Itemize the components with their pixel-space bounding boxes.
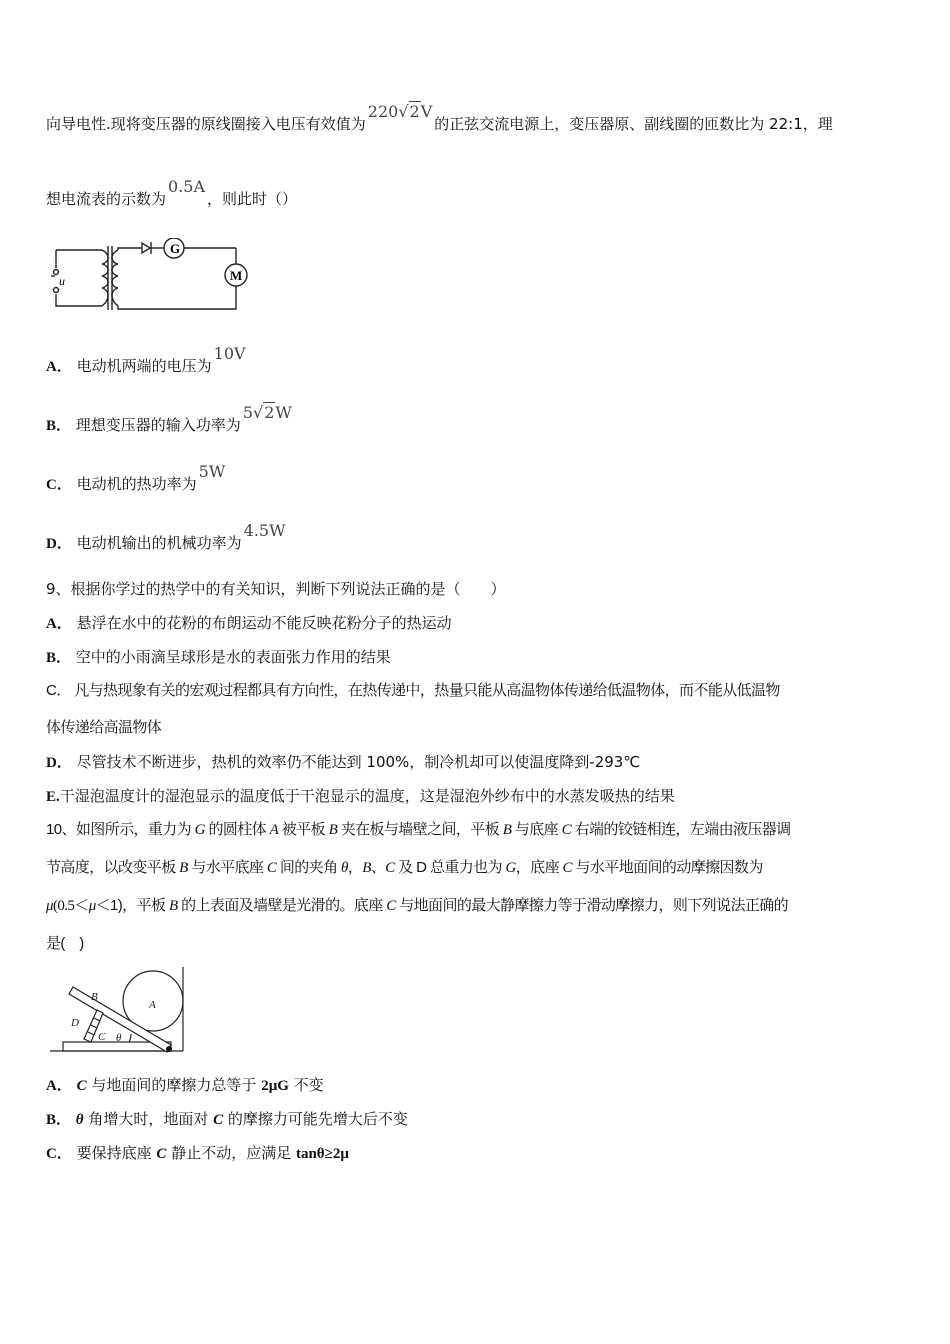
text: 的正弦交流电源上，变压器原、副线圈的匝数比为 22:1，理 [434,115,833,133]
text: ，则此时（） [207,190,298,208]
q9-option-c[interactable]: C． 凡与热现象有关的宏观过程都具有方向性，在热传递中，热量只能从高温物体传递给低温物体，而不能从低温物 [46,682,780,699]
galvanometer-label: G [170,241,181,256]
q9-stem: 9、根据你学过的热学中的有关知识，判断下列说法正确的是（ ） [46,580,506,598]
q8-option-b[interactable]: B． 理想变压器的输入功率为5√2W [46,403,292,434]
q8-option-c[interactable]: C． 电动机的热功率为5W [46,462,226,493]
q10-option-c[interactable]: C． 要保持底座 C 静止不动，应满足 tanθ≥2μ [46,1144,349,1162]
q8-option-d[interactable]: D． 电动机输出的机械功率为4.5W [46,521,286,552]
text: 向导电性.现将变压器的原线圈接入电压有效值为 [46,115,366,133]
q10-stem-line2: 节高度，以改变平板 B 与水平底座 C 间的夹角 θ，B、C 及 D 总重力也为 G，底座 C 与水平地面间的动摩擦因数为 [46,859,763,876]
source-label: u [59,274,65,288]
q8-stem-line1 [46,102,833,134]
voltage-math: 220√2V [367,102,433,121]
q10-stem-line3: μ(0.5＜μ＜1)，平板 B 的上表面及墙壁是光滑的。底座 C 与地面间的最大静摩擦力等于滑动摩擦力，则下列说法正确的 [46,897,789,914]
current-math: 0.5A [168,177,206,196]
q10-stem-line4: 是( ) [46,935,84,952]
label-d: D [71,1017,79,1029]
q8-option-a[interactable]: A． 电动机两端的电压为10V [46,344,246,375]
q9-option-c-cont: 体传递给高温物体 [46,719,162,736]
motor-label: M [230,268,243,283]
transformer-circuit-diagram [46,238,251,313]
label-a: A [149,999,156,1011]
q9-option-a[interactable]: A． 悬浮在水中的花粉的布朗运动不能反映花粉分子的热运动 [46,614,452,632]
q9-option-b[interactable]: B． 空中的小雨滴呈球形是水的表面张力作用的结果 [46,648,391,666]
q10-stem-line1: 10、如图所示，重力为 G 的圆柱体 A 被平板 B 夹在板与墙壁之间，平板 B 与底座 C 右端的铰链相连，左端由液压器调 [46,821,791,838]
q10-option-b[interactable]: B． θ 角增大时，地面对 C 的摩擦力可能先增大后不变 [46,1110,408,1128]
q9-option-e[interactable]: E.干湿泡温度计的湿泡显示的温度低于干泡显示的温度，这是湿泡外纱布中的水蒸发吸热的结果 [46,787,675,805]
label-theta: θ [116,1032,122,1044]
q8-stem-line2 [46,177,298,209]
label-b: B [91,991,98,1003]
text: 想电流表的示数为 [46,190,167,208]
inclined-plate-cylinder-diagram [46,962,191,1057]
q9-option-d[interactable]: D． 尽管技术不断进步，热机的效率仍不能达到 100%，制冷机却可以使温度降到-293℃ [46,753,641,771]
q10-option-a[interactable]: A． C 与地面间的摩擦力总等于 2μG 不变 [46,1076,324,1094]
label-c: C [98,1031,106,1043]
